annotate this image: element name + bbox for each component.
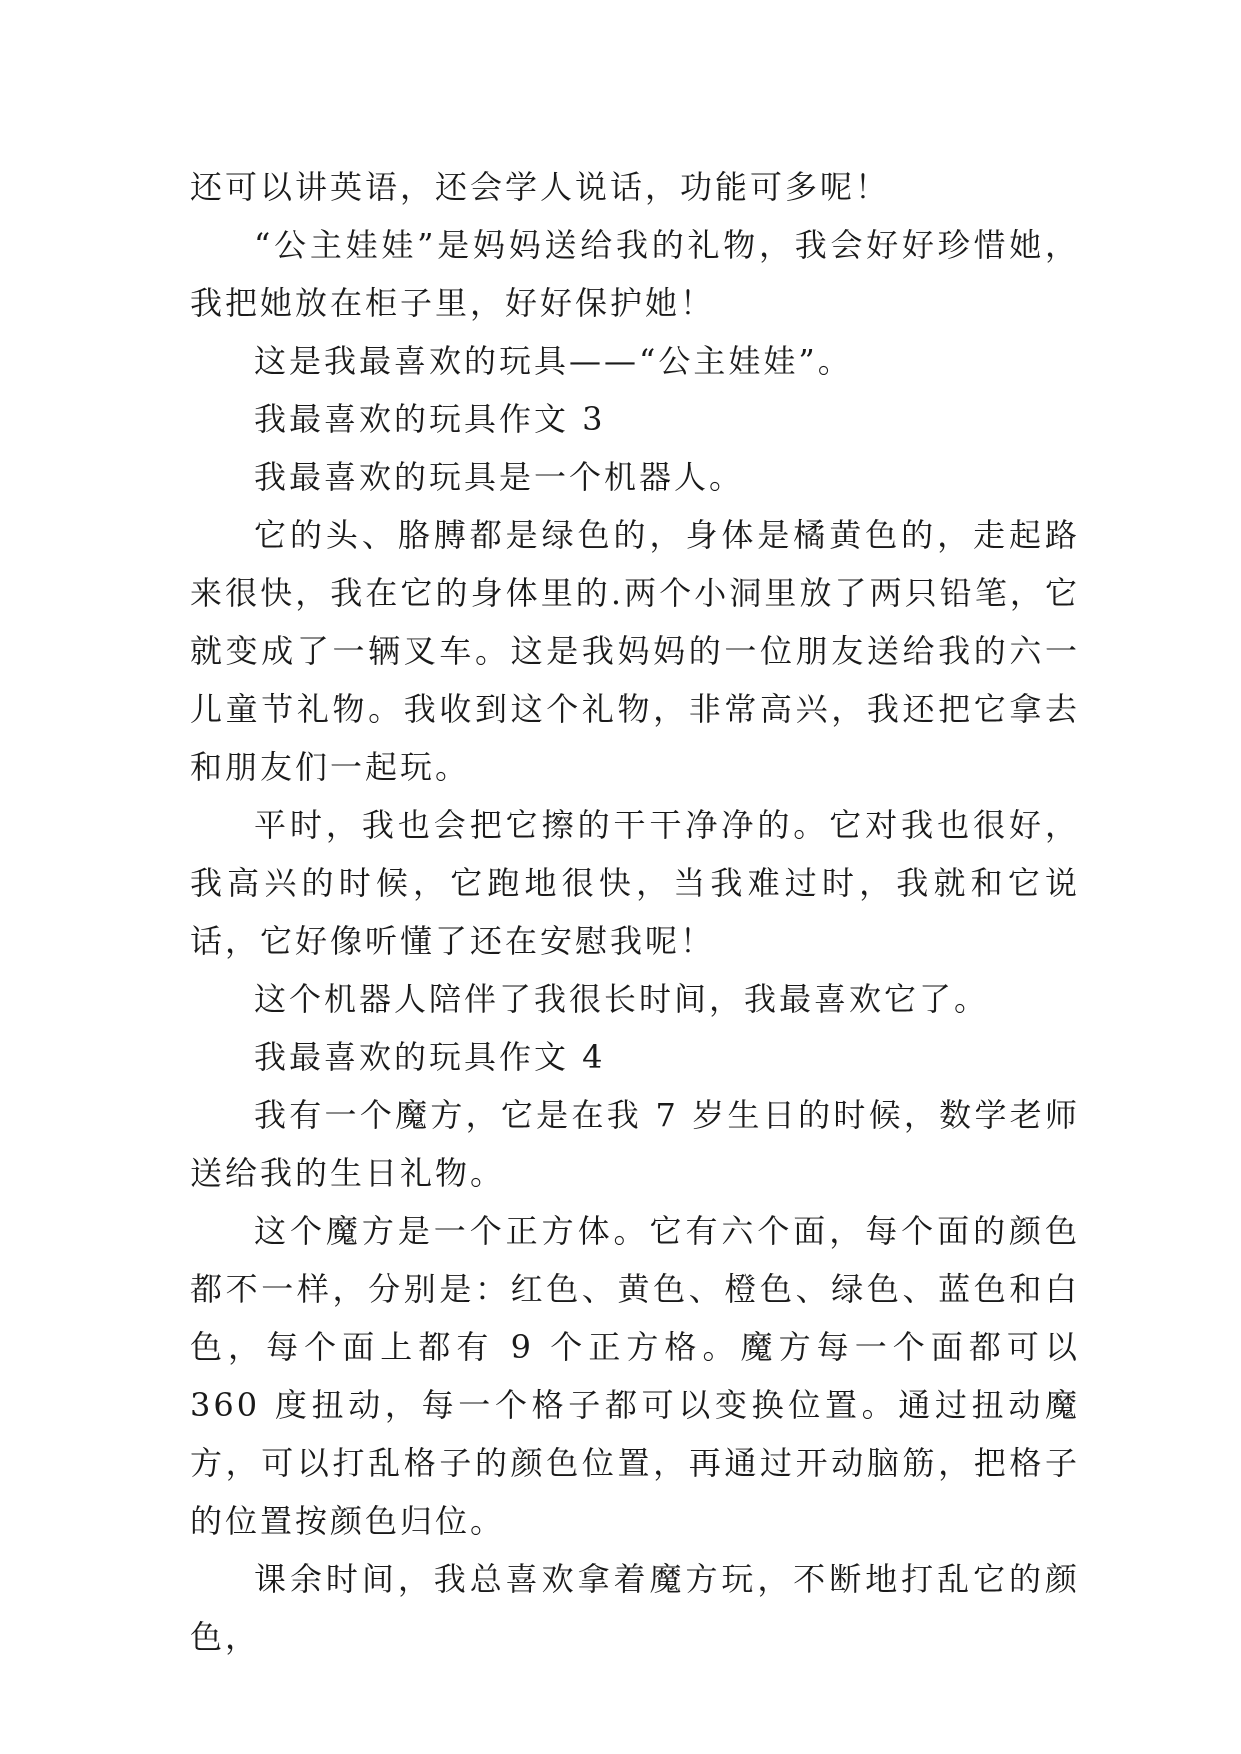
paragraph-12: 课余时间，我总喜欢拿着魔方玩，不断地打乱它的颜色， (190, 1560, 1080, 1656)
paragraph-5: 我最喜欢的玩具是一个机器人。 (254, 458, 745, 496)
section-heading-4: 我最喜欢的玩具作文 4 (254, 1038, 606, 1076)
section-heading-3: 我最喜欢的玩具作文 3 (254, 400, 606, 438)
paragraph-2: “公主娃娃”是妈妈送给我的礼物，我会好好珍惜她，我把她放在柜子里，好好保护她！ (190, 226, 1080, 322)
paragraph-10: 我有一个魔方，它是在我 7 岁生日的时候，数学老师送给我的生日礼物。 (190, 1096, 1080, 1192)
document-body (190, 158, 1094, 1666)
paragraph-11: 这个魔方是一个正方体。它有六个面，每个面的颜色都不一样，分别是：红色、黄色、橙色、绿色、蓝色和白色，每个面上都有 9 个正方格。魔方每一个面都可以 360 度扭动，每一个格子都可以变换位置。通过扭动魔方，可以打乱格子的颜色位置，再通过开动脑筋，把格子的位置按颜色归位。 (190, 1212, 1094, 1540)
paragraph-8: 这个机器人陪伴了我很长时间，我最喜欢它了。 (254, 980, 990, 1018)
paragraph-1: 还可以讲英语，还会学人说话，功能可多呢！ (190, 168, 891, 206)
paragraph-3: 这是我最喜欢的玩具——“公主娃娃”。 (254, 342, 853, 380)
paragraph-7: 平时，我也会把它擦的干干净净的。它对我也很好，我高兴的时候，它跑地很快，当我难过时，我就和它说话，它好像听懂了还在安慰我呢！ (190, 806, 1080, 960)
paragraph-6: 它的头、胳膊都是绿色的，身体是橘黄色的，走起路来很快，我在它的身体里的.两个小洞里放了两只铅笔，它就变成了一辆叉车。这是我妈妈的一位朋友送给我的六一儿童节礼物。我收到这个礼物，非常高兴，我还把它拿去和朋友们一起玩。 (190, 516, 1080, 786)
